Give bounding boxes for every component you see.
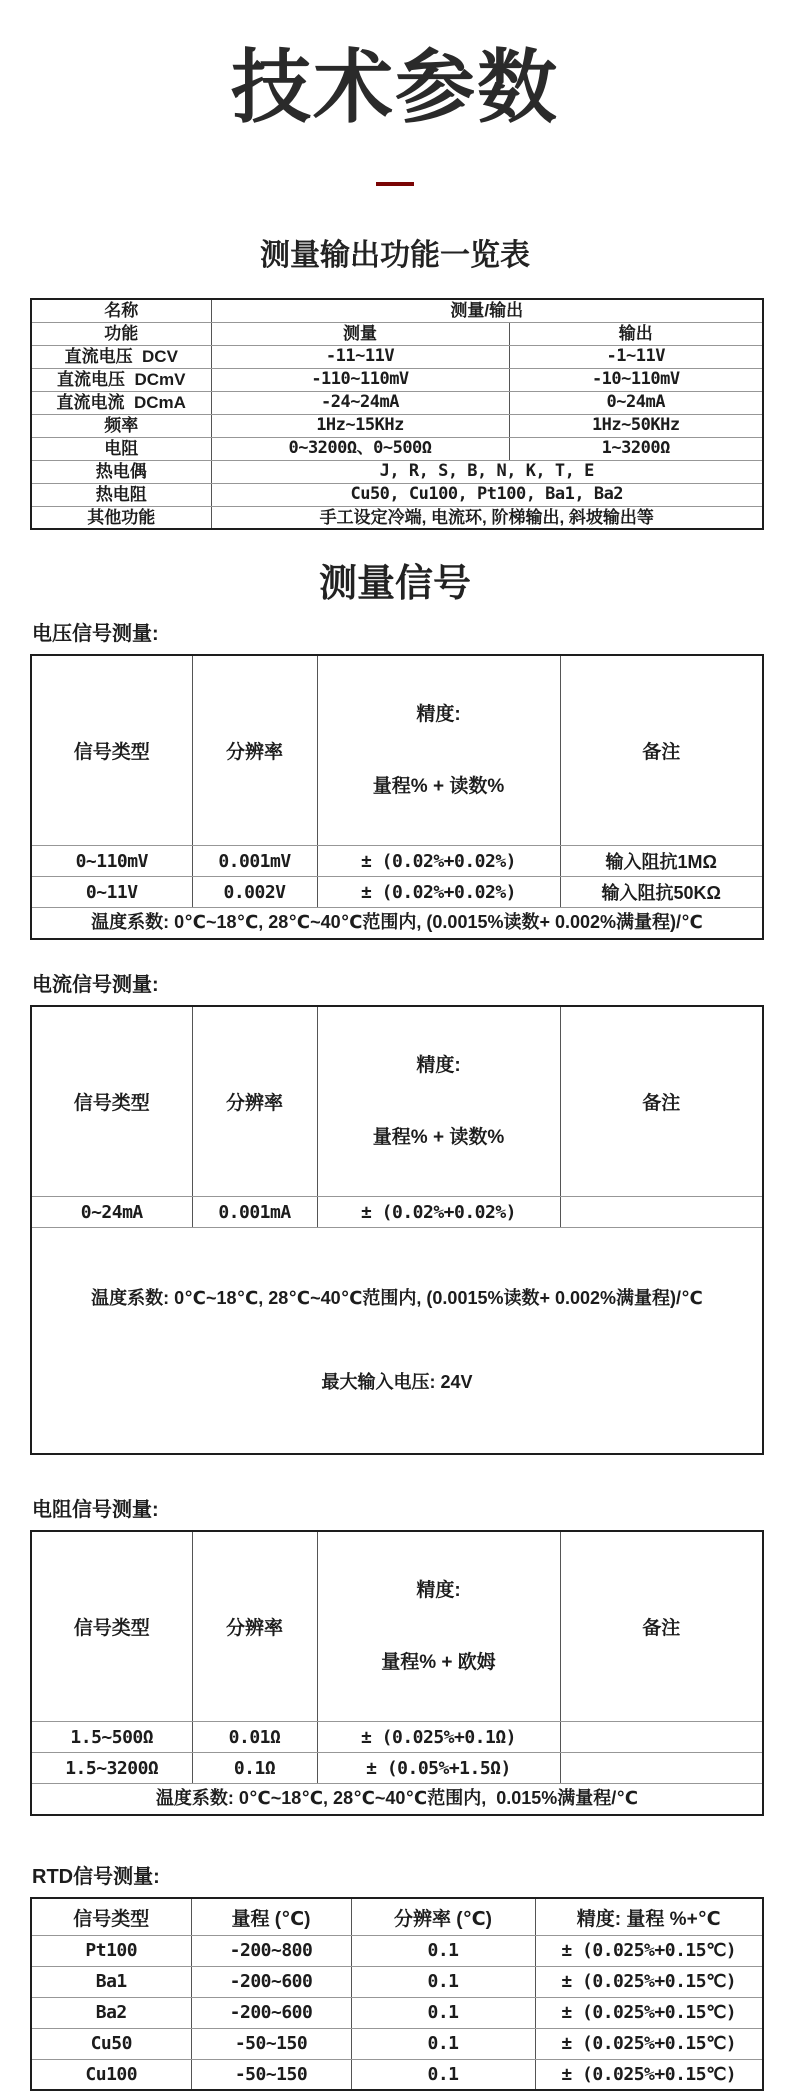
table-row [31,1722,763,1753]
row-value: 手工设定冷端, 电流环, 阶梯输出, 斜坡输出等 [211,506,763,529]
current-section-label: 电流信号测量: [32,974,159,997]
table-row [31,460,763,483]
accuracy-header [317,655,560,846]
row-value: -1~11V [509,345,763,368]
resolution-header: 分辨率 (℃) [351,1898,535,1935]
resolution-header: 分辨率 [192,1531,317,1722]
row-label: 直流电压 DCmV [31,368,211,391]
row-value: 0~3200Ω、0~500Ω [211,437,509,460]
signal-type-header: 信号类型 [31,655,192,846]
range-cell: -200~600 [191,1966,351,1997]
row-label: 直流电流 DCmA [31,391,211,414]
footer-line1: 温度系数: 0℃~18℃, 28℃~40℃范围内, (0.0015%读数+ 0.002%满量程)/℃ [91,1287,703,1308]
row-label: 其他功能 [31,506,211,529]
range-cell: -50~150 [191,2059,351,2090]
table-row [31,2028,763,2059]
range-cell: -200~800 [191,1935,351,1966]
table-header-row [31,1006,763,1197]
signal-type-cell: Cu100 [31,2059,191,2090]
signal-type-cell: Ba2 [31,1997,191,2028]
row-value: Cu50, Cu100, Pt100, Ba1, Ba2 [211,483,763,506]
temperature-coefficient-note: 温度系数: 0℃~18℃, 28℃~40℃范围内, (0.0015%读数+ 0.002%满量程)/℃ [31,908,763,939]
row-label: 热电阻 [31,483,211,506]
voltage-table [30,654,764,940]
title-divider [376,182,414,186]
overview-table [30,298,764,530]
signal-type-header: 信号类型 [31,1531,192,1722]
accuracy-cell: ± (0.025%+0.15℃) [535,1997,763,2028]
accuracy-header [317,1006,560,1197]
accuracy-cell: ± (0.05%+1.5Ω) [317,1753,560,1784]
note-cell: 输入阻抗1MΩ [560,846,763,877]
accuracy-header-line1: 精度: [416,1580,461,1602]
table-row [31,437,763,460]
signals-heading: 测量信号 [318,563,471,606]
accuracy-cell: ± (0.02%+0.02%) [317,846,560,877]
range-cell: -50~150 [191,2028,351,2059]
table-row [31,391,763,414]
row-label: 电阻 [31,437,211,460]
accuracy-cell: ± (0.025%+0.15℃) [535,1966,763,1997]
note-cell [560,1753,763,1784]
signal-type-header: 信号类型 [31,1006,192,1197]
note-header: 备注 [560,655,763,846]
row-value: 1Hz~50KHz [509,414,763,437]
accuracy-cell: ± (0.025%+0.15℃) [535,2059,763,2090]
table-row [31,506,763,529]
table-row [31,1197,763,1228]
table-footer-row [31,908,763,939]
accuracy-cell: ± (0.025%+0.15℃) [535,1935,763,1966]
current-table [30,1005,764,1455]
spec-sheet-page [0,43,790,2086]
range-cell: -200~600 [191,1997,351,2028]
row-value: 1~3200Ω [509,437,763,460]
signal-type-cell: Cu50 [31,2028,191,2059]
row-value: -10~110mV [509,368,763,391]
row-value: 输出 [509,322,763,345]
resolution-cell: 0.1Ω [192,1753,317,1784]
accuracy-cell: ± (0.02%+0.02%) [317,877,560,908]
overview-heading: 测量输出功能一览表 [260,239,530,272]
note-cell: 输入阻抗50KΩ [560,877,763,908]
row-value: J, R, S, B, N, K, T, E [211,460,763,483]
table-row [31,322,763,345]
accuracy-cell: ± (0.025%+0.1Ω) [317,1722,560,1753]
accuracy-header-line2: 量程% + 读数% [372,775,505,797]
resolution-cell: 0.001mA [192,1197,317,1228]
resolution-header: 分辨率 [192,655,317,846]
resolution-cell: 0.1 [351,2028,535,2059]
signal-type-header: 信号类型 [31,1898,191,1935]
row-label: 直流电压 DCV [31,345,211,368]
table-row [31,1753,763,1784]
signal-type-cell: 0~24mA [31,1197,192,1228]
signal-type-cell: Ba1 [31,1966,191,1997]
table-row [31,368,763,391]
footer-line2: 最大输入电压: 24V [321,1371,473,1392]
table-footer-row [31,1784,763,1815]
table-footer-row [31,1228,763,1455]
page-title: 技术参数 [231,43,559,132]
accuracy-header-line2: 量程% + 读数% [372,1126,505,1148]
resolution-cell: 0.001mV [192,846,317,877]
table-header-row [31,655,763,846]
resolution-cell: 0.01Ω [192,1722,317,1753]
note-header: 备注 [560,1531,763,1722]
table-row [31,846,763,877]
note-cell [560,1197,763,1228]
accuracy-cell: ± (0.02%+0.02%) [317,1197,560,1228]
signal-type-cell: 0~11V [31,877,192,908]
resolution-cell: 0.002V [192,877,317,908]
signal-type-cell: Pt100 [31,1935,191,1966]
accuracy-header-line1: 精度: [416,1055,461,1077]
signal-type-cell: 1.5~500Ω [31,1722,192,1753]
table-header-row [31,1898,763,1935]
row-value: -11~11V [211,345,509,368]
resolution-cell: 0.1 [351,1966,535,1997]
temperature-coefficient-note [31,1228,763,1455]
accuracy-header-line1: 精度: [416,704,461,726]
resistance-table [30,1530,764,1816]
accuracy-header [317,1531,560,1722]
table-row [31,1966,763,1997]
row-value: 1Hz~15KHz [211,414,509,437]
row-value: 0~24mA [509,391,763,414]
row-value: -110~110mV [211,368,509,391]
row-label: 热电偶 [31,460,211,483]
table-row [31,2059,763,2090]
table-row [31,483,763,506]
table-row [31,414,763,437]
table-row [31,1997,763,2028]
resolution-cell: 0.1 [351,1997,535,2028]
range-header: 量程 (℃) [191,1898,351,1935]
note-cell [560,1722,763,1753]
accuracy-header-line2: 量程% + 欧姆 [381,1651,496,1673]
accuracy-header: 精度: 量程 %+℃ [535,1898,763,1935]
table-header-row [31,1531,763,1722]
resolution-cell: 0.1 [351,1935,535,1966]
row-value: 测量 [211,322,509,345]
signal-type-cell: 1.5~3200Ω [31,1753,192,1784]
row-label: 功能 [31,322,211,345]
signal-type-cell: 0~110mV [31,846,192,877]
resolution-header: 分辨率 [192,1006,317,1197]
row-label: 名称 [31,299,211,322]
voltage-section-label: 电压信号测量: [32,623,159,646]
rtd-section-label: RTD信号测量: [32,1866,160,1889]
accuracy-cell: ± (0.025%+0.15℃) [535,2028,763,2059]
row-value: 测量/输出 [211,299,763,322]
table-row [31,345,763,368]
resolution-cell: 0.1 [351,2059,535,2090]
table-row [31,299,763,322]
table-row [31,877,763,908]
rtd-table [30,1897,764,2091]
resistance-section-label: 电阻信号测量: [32,1499,159,1522]
row-label: 频率 [31,414,211,437]
row-value: -24~24mA [211,391,509,414]
note-header: 备注 [560,1006,763,1197]
temperature-coefficient-note: 温度系数: 0℃~18℃, 28℃~40℃范围内, 0.015%满量程/℃ [31,1784,763,1815]
table-row [31,1935,763,1966]
